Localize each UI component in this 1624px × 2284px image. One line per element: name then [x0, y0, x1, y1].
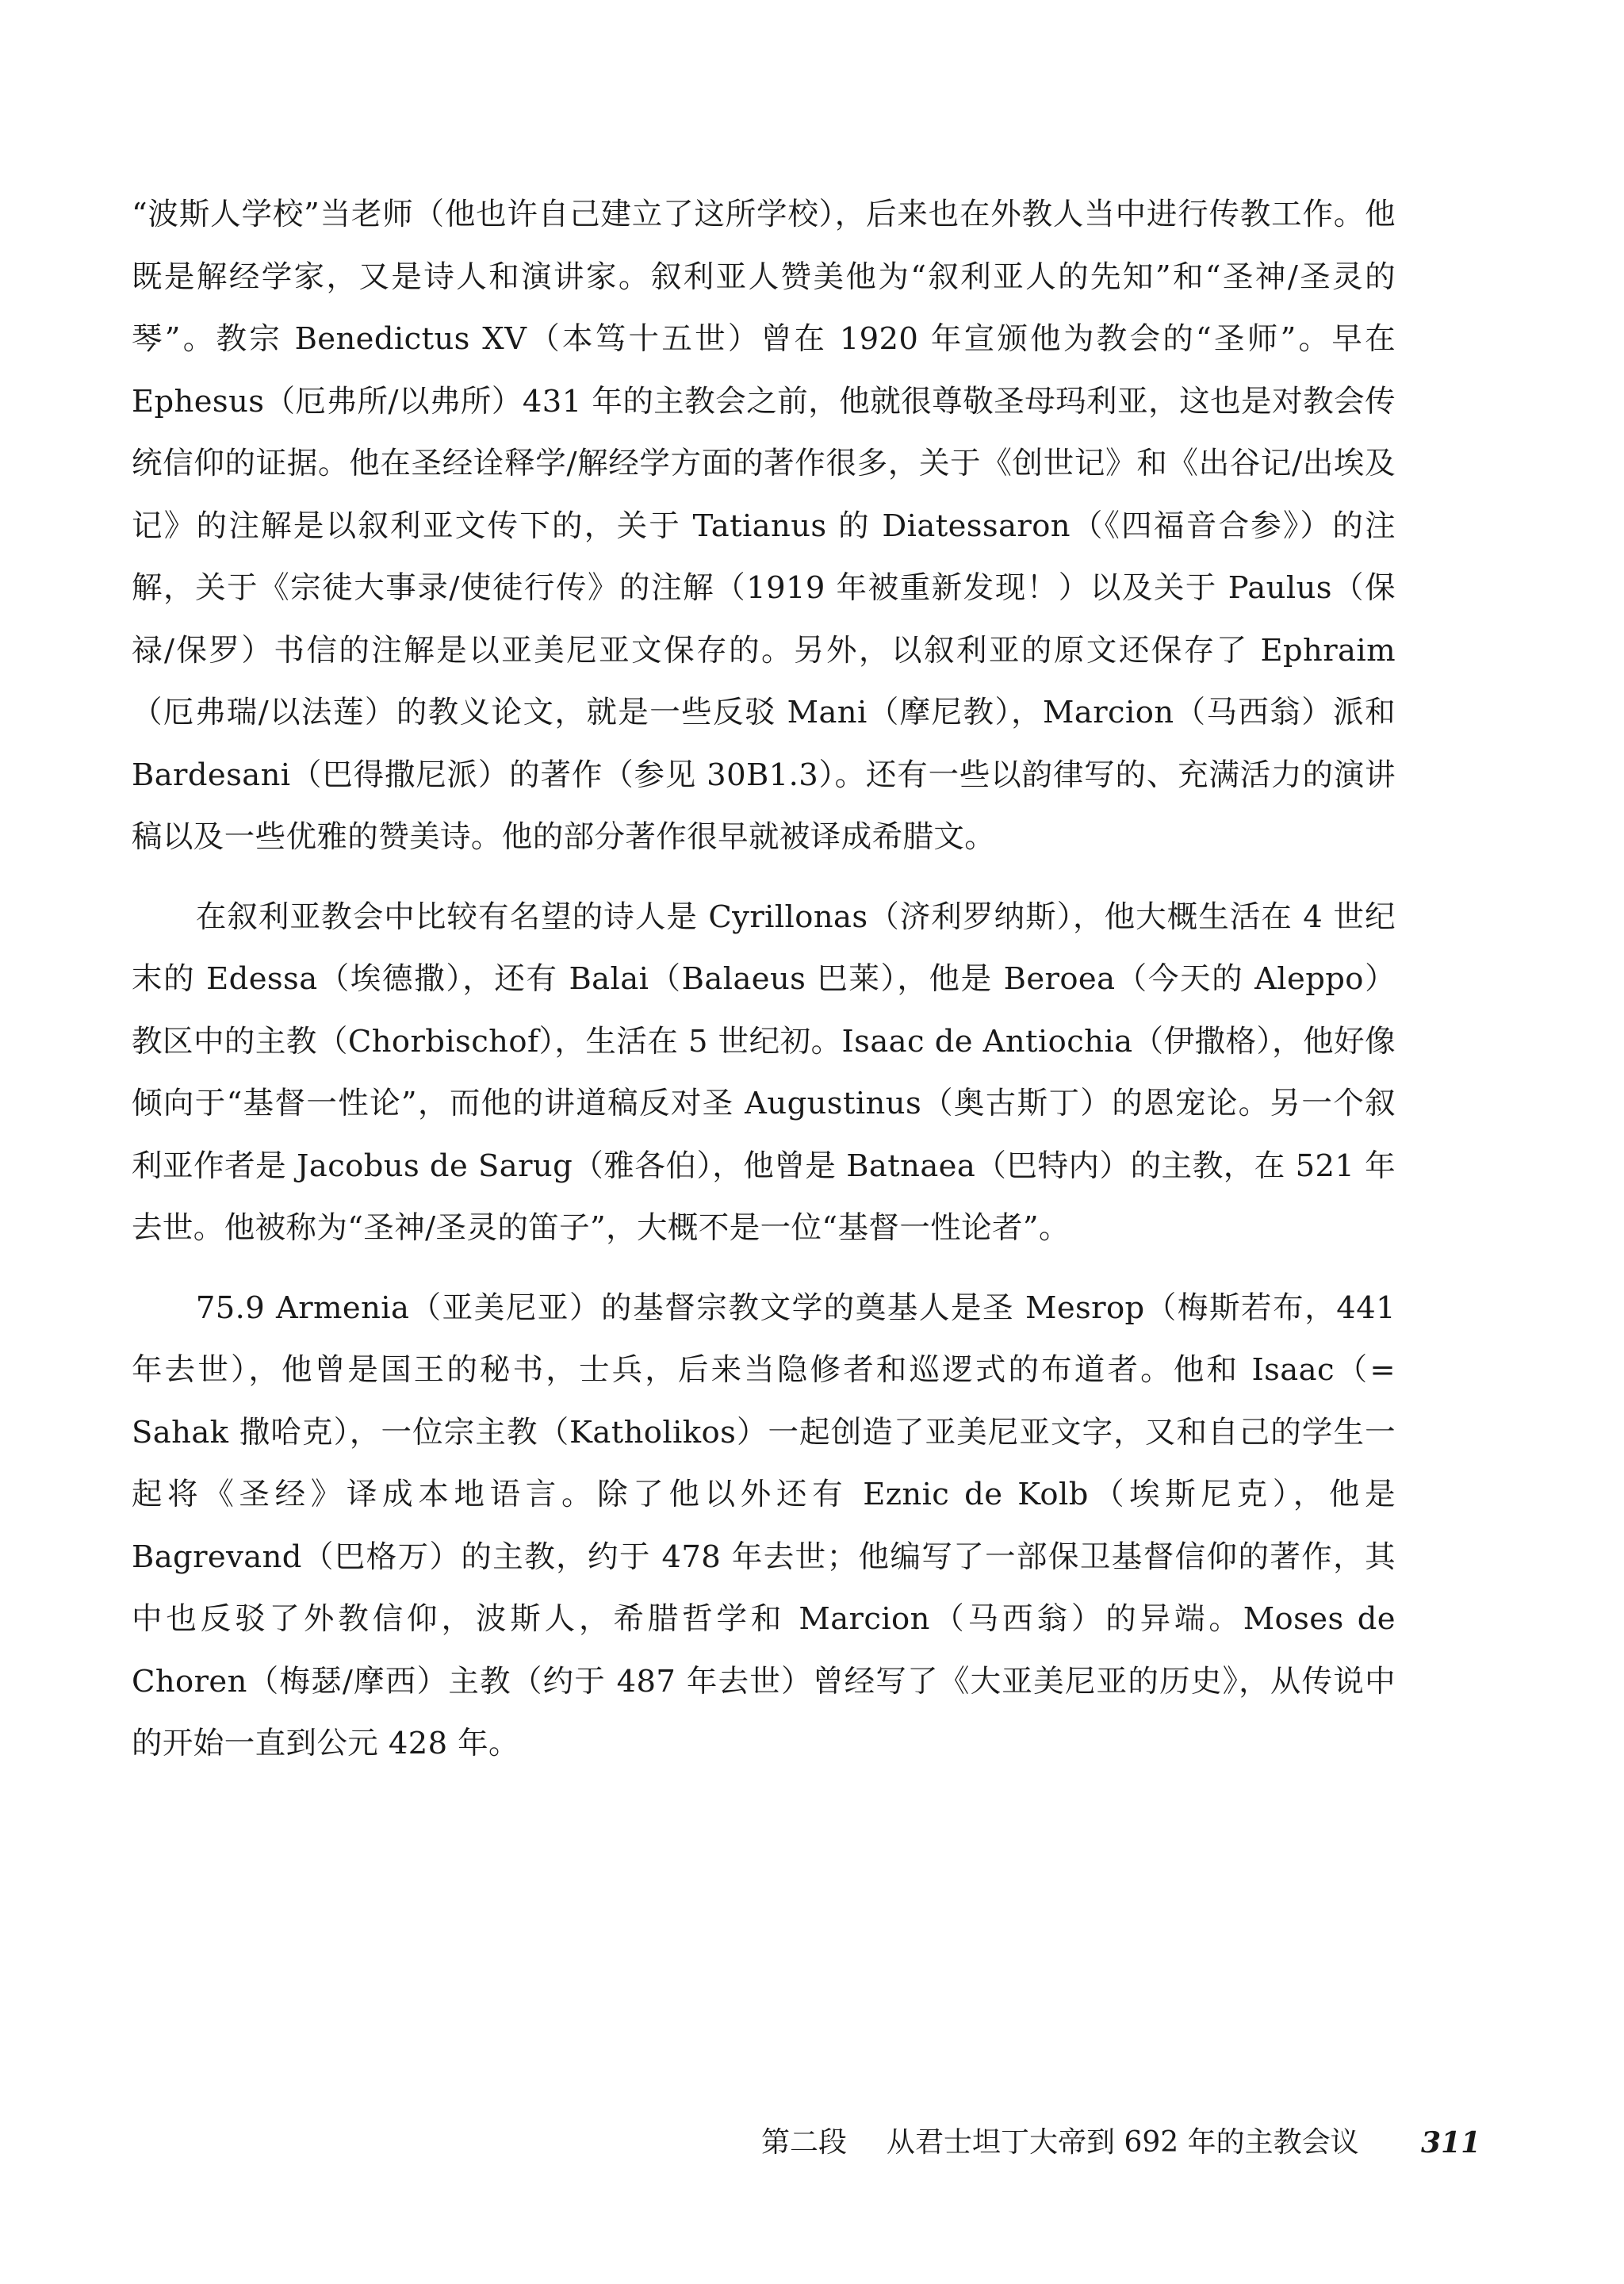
body-text: [132, 184, 1396, 1776]
footer-chapter: 第二段: [761, 2126, 848, 2159]
running-footer: [761, 2119, 1481, 2167]
paragraph-2: 在叙利亚教会中比较有名望的诗人是 Cyrillonas（济利罗纳斯），他大概生活在 4 世纪末的 Edessa（埃德撒），还有 Balai（Balaeus 巴莱），他是 Beroea（今天的 Aleppo）教区中的主教（Chorbischof），生活在 5 世纪初。Isaac de Antiochia（伊撒格），他好像倾向于“基督一性论”，而他的讲道稿反对圣 Augustinus（奥古斯丁）的恩宠论。另一个叙利亚作者是 Jacobus de Sarug（雅各伯），他曾是 Batnaea（巴特内）的主教，在 521 年去世。他被称为“圣神/圣灵的笛子”，大概不是一位“基督一性论者”。: [132, 899, 1396, 1246]
paragraph-1: “波斯人学校”当老师（他也许自己建立了这所学校），后来也在外教人当中进行传教工作。他既是解经学家，又是诗人和演讲家。叙利亚人赞美他为“叙利亚人的先知”和“圣神/圣灵的琴”。教宗 Benedictus XV（本笃十五世）曾在 1920 年宣颁他为教会的“圣师”。早在 Ephesus（厄弗所/以弗所）431 年的主教会之前，他就很尊敬圣母玛利亚，这也是对教会传统信仰的证据。他在圣经诠释学/解经学方面的著作很多，关于《创世记》和《出谷记/出埃及记》的注解是以叙利亚文传下的，关于 Tatianus 的 Diatessaron（《四福音合参》）的注解，关于《宗徒大事录/使徒行传》的注解（1919 年被重新发现！）以及关于 Paulus（保禄/保罗）书信的注解是以亚美尼亚文保存的。另外，以叙利亚的原文还保存了 Ephraim（厄弗瑞/以法莲）的教义论文，就是一些反驳 Mani（摩尼教），Marcion（马西翁）派和 Bardesani（巴得撒尼派）的著作（参见 30B1.3）。还有一些以韵律写的、充满活力的演讲稿以及一些优雅的赞美诗。他的部分著作很早就被译成希腊文。: [132, 197, 1396, 855]
page-number: 311: [1421, 2126, 1481, 2159]
footer-title: 从君士坦丁大帝到 692 年的主教会议: [887, 2126, 1359, 2159]
paragraph-3: 75.9 Armenia（亚美尼亚）的基督宗教文学的奠基人是圣 Mesrop（梅斯若布，441 年去世），他曾是国王的秘书，士兵，后来当隐修者和巡逻式的布道者。他和 Isaac（= Sahak 撒哈克），一位宗主教（Katholikos）一起创造了亚美尼亚文字，又和自己的学生一起将《圣经》译成本地语言。除了他以外还有 Eznic de Kolb（埃斯尼克），他是 Bagrevand（巴格万）的主教，约于 478 年去世；他编写了一部保卫基督信仰的著作，其中也反驳了外教信仰，波斯人，希腊哲学和 Marcion（马西翁）的异端。Moses de Choren（梅瑟/摩西）主教（约于 487 年去世）曾经写了《大亚美尼亚的历史》，从传说中的开始一直到公元 428 年。: [132, 1290, 1396, 1761]
